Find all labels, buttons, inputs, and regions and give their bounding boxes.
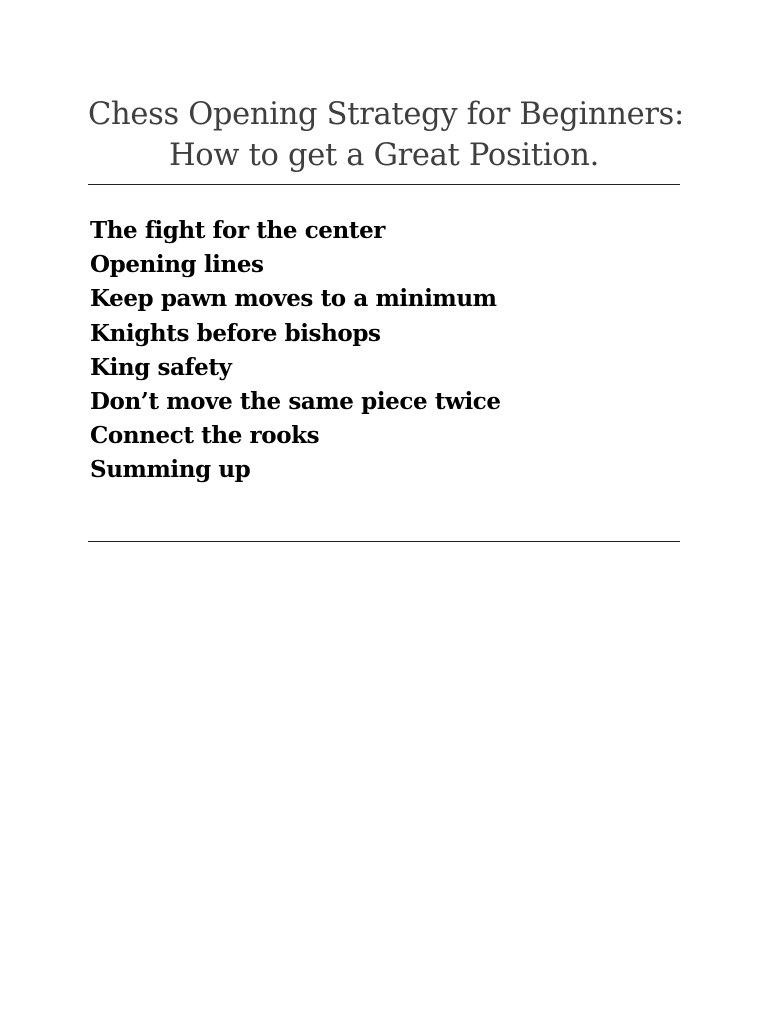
bottom-divider xyxy=(88,541,680,542)
contents-item-pawn-moves: Keep pawn moves to a minimum xyxy=(90,285,497,313)
contents-item-center: The fight for the center xyxy=(90,217,386,244)
contents-list xyxy=(90,214,501,488)
contents-item-knights-bishops: Knights before bishops xyxy=(90,319,381,347)
contents-item-connect-rooks: Connect the rooks xyxy=(90,422,320,450)
title-line-1: Chess Opening Strategy for Beginners: xyxy=(88,97,684,132)
contents-item-same-piece: Don’t move the same piece twice xyxy=(90,388,501,416)
title-line-2: How to get a Great Position. xyxy=(169,138,599,173)
page-title xyxy=(88,94,684,176)
contents-item-summing-up: Summing up xyxy=(90,456,251,484)
top-divider xyxy=(88,184,680,185)
contents-item-opening-lines: Opening lines xyxy=(90,251,264,279)
contents-item-king-safety: King safety xyxy=(90,353,232,381)
